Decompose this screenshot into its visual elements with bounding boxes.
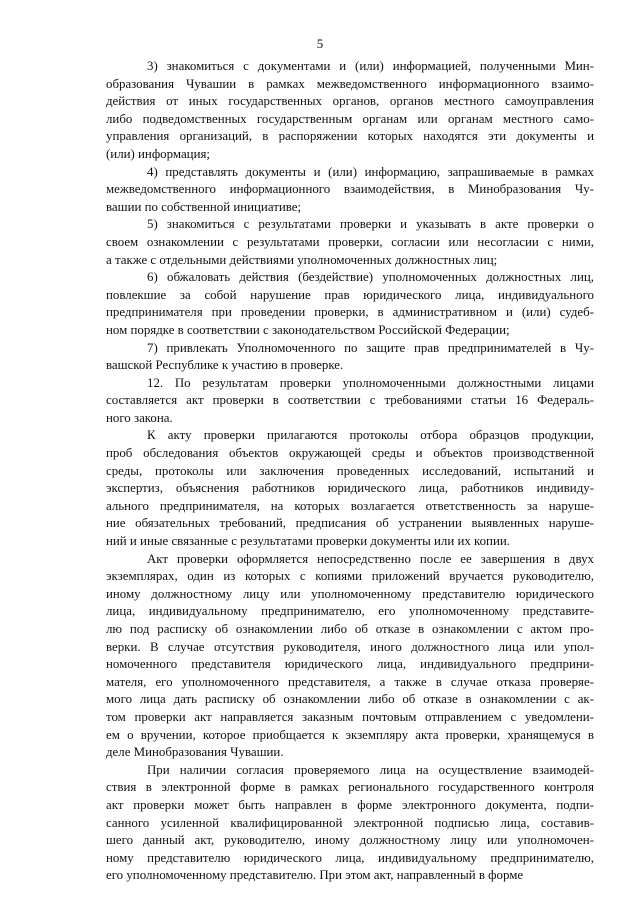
paragraph — [106, 340, 594, 375]
text-line: шего данный акт, руководителю, иному должностному лицу или уполномочен- — [106, 833, 594, 848]
text-line: образования Чувашии в рамках межведомственного информационного взаимо- — [106, 76, 594, 91]
text-line: составляется акт проверки в соответствии с требованиями статьи 16 Федераль- — [106, 393, 594, 408]
paragraph — [106, 216, 594, 269]
text-line: управления организаций, в распоряжении которых находятся эти документы и — [106, 129, 594, 144]
text-line: акт проверки может быть направлен в форме электронного документа, подпи- — [106, 797, 594, 812]
text-line: санного усиленной квалифицированной электронной подписью лица, составив- — [106, 815, 594, 830]
paragraph — [106, 269, 594, 339]
text-line: При наличии согласия проверяемого лица на осуществление взаимодей- — [147, 762, 594, 777]
text-line: действия от иных государственных органов, органов местного самоуправления — [106, 94, 594, 109]
text-line: своем ознакомлении с результатами проверки, согласии или несогласии с ними, — [106, 234, 594, 249]
text-line: лю под расписку об ознакомлении либо об отказе в ознакомлении с актом про- — [106, 622, 594, 636]
document-body — [106, 58, 594, 885]
text-line: а также с отдельными действиями уполномоченных должностных лиц; — [106, 252, 498, 267]
text-line: его уполномоченному представителю. При этом акт, направленный в форме — [106, 868, 524, 883]
text-line: ному представителю юридического лица, индивидуальному предпринимателю, — [106, 850, 594, 865]
text-line: деле Минобразования Чувашии. — [106, 745, 284, 760]
paragraph — [106, 375, 594, 428]
text-line: иному должностному лицу или уполномоченному представителю юридического — [106, 586, 594, 601]
text-line: либо подведомственных государственным органам или органам местного само- — [106, 111, 594, 126]
text-line: номоченного представителя юридического лица, индивидуального предприни- — [106, 657, 594, 672]
text-line: (или) информация; — [106, 146, 210, 161]
text-line: проб обследования объектов окружающей среды и объектов производственной — [106, 446, 594, 461]
text-line: экземплярах, один из которых с копиями приложений вручается руководителю, — [106, 569, 594, 584]
text-line: лица, индивидуальному предпринимателю, его уполномоченному представите- — [106, 604, 594, 619]
text-line: вашской Республике к участию в проверке. — [106, 358, 344, 373]
text-line: предпринимателя при проведении проверки, в административном и (или) судеб- — [106, 305, 594, 320]
text-line: верки. В случае отсутствия руководителя, иного должностного лица или упол- — [106, 639, 594, 654]
page-number: 5 — [316, 36, 324, 51]
paragraph — [106, 551, 594, 762]
paragraph — [106, 762, 594, 885]
text-line: 4) представлять документы и (или) информацию, запрашиваемые в рамках — [147, 164, 594, 179]
paragraph — [106, 164, 594, 217]
text-line: ального предпринимателя, на которых возлагается ответственность за наруше- — [106, 498, 594, 513]
text-line: ние обязательных требований, предписания об устранении выявленных наруше- — [106, 516, 594, 531]
text-line: 5) знакомиться с результатами проверки и указывать в акте проверки о — [147, 217, 594, 232]
text-line: Акт проверки оформляется непосредственно после ее завершения в двух — [147, 551, 594, 566]
text-line: мателя, его уполномоченного представителя, а также в случае отказа проверяе- — [106, 674, 594, 689]
text-line: повлекшие за собой нарушение прав юридического лица, индивидуального — [106, 287, 594, 302]
text-line: мого лица дать расписку об ознакомлении либо об отказе в ознакомлении с ак- — [106, 692, 594, 707]
text-line: 7) привлекать Уполномоченного по защите прав предпринимателей в Чу- — [147, 340, 594, 355]
text-line: ном порядке в соответствии с законодательством Российской Федерации; — [106, 322, 510, 337]
text-line: экспертиз, объяснения работников юридического лица, работников индивиду- — [106, 481, 594, 496]
text-line: том проверки акт направляется заказным почтовым отправлением с уведомлени- — [106, 709, 594, 724]
text-line: 12. По результатам проверки уполномоченными должностными лицами — [147, 375, 594, 390]
text-line: ний и иные связанные с результатами проверки документы или их копии. — [106, 534, 510, 549]
text-line: ем о вручении, которое приобщается к экземпляру акта проверки, хранящемуся в — [106, 727, 594, 742]
paragraph — [106, 58, 594, 164]
text-line: межведомственного информационного взаимодействия, в Минобразования Чу- — [106, 182, 594, 197]
text-line: ствия в электронной форме в рамках регионального государственного контроля — [106, 780, 594, 795]
text-line: 3) знакомиться с документами и (или) информацией, полученными Мин- — [147, 59, 594, 73]
text-line: среды, протоколы или заключения проведенных исследований, испытаний и — [106, 463, 594, 478]
text-line: ного закона. — [106, 410, 173, 425]
text-line: вашии по собственной инициативе; — [106, 199, 302, 214]
paragraph — [106, 427, 594, 550]
text-line: 6) обжаловать действия (бездействие) уполномоченных должностных лиц, — [147, 270, 594, 285]
text-line: К акту проверки прилагаются протоколы отбора образцов продукции, — [147, 428, 594, 443]
